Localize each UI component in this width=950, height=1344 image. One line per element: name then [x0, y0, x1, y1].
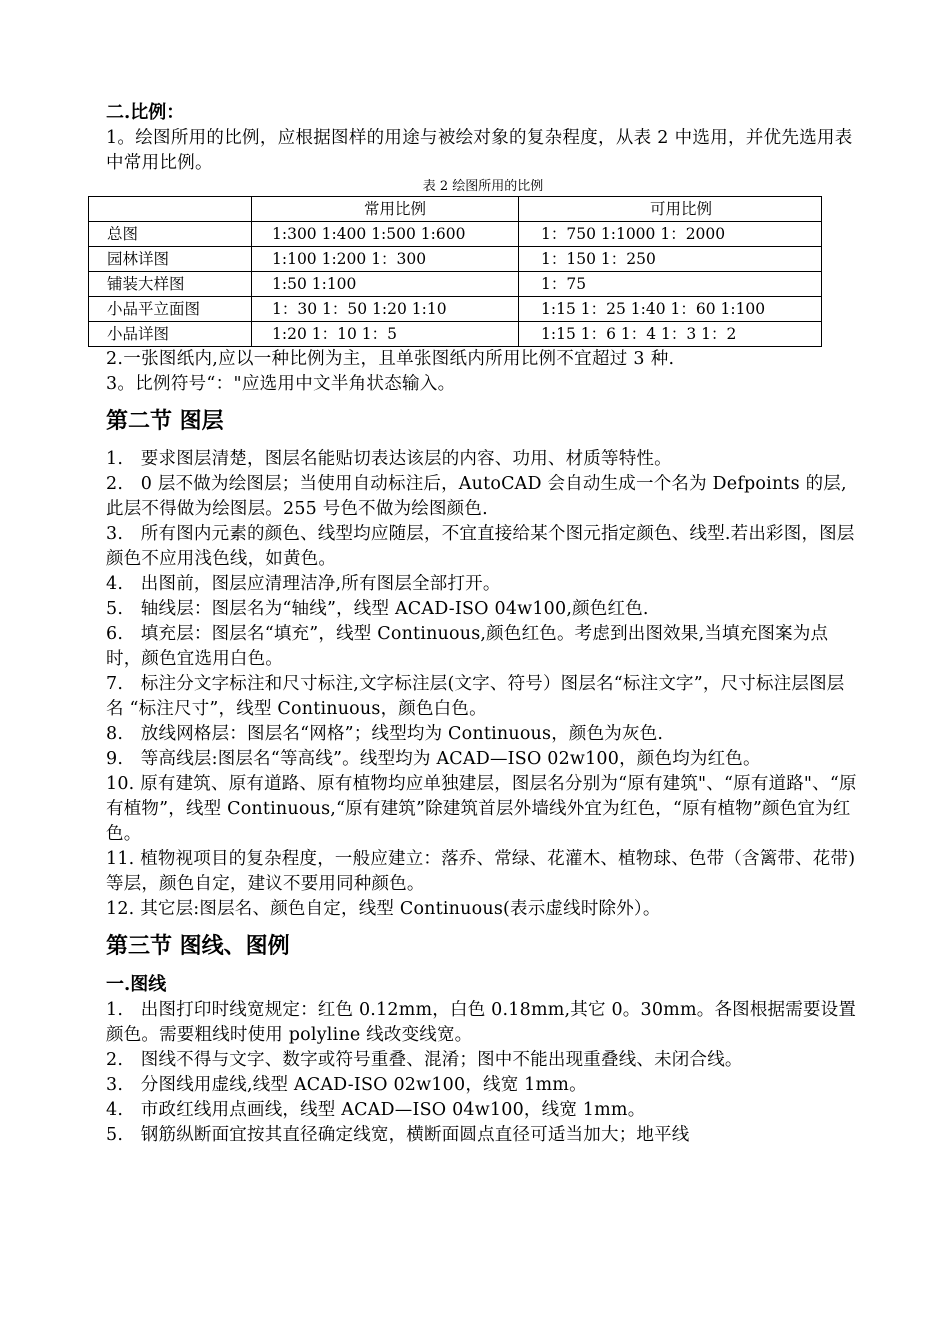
table-cell: 小品详图 [89, 322, 252, 347]
table-cell: 1:50 1:100 [252, 272, 519, 297]
table-cell: 1:300 1:400 1:500 1:600 [252, 222, 519, 247]
list-item: 3. 分图线用虚线,线型 ACAD-ISO 02w100，线宽 1mm。 [106, 1075, 587, 1095]
list-item: 8. 放线网格层：图层名“网格”；线型均为 Continuous，颜色为灰色. [106, 724, 664, 744]
list-item: 12. 其它层:图层名、颜色自定，线型 Continuous(表示虚线时除外）。 [106, 899, 661, 919]
scale-note-2: 2.一张图纸内,应以一种比例为主，且单张图纸内所用比例不宜超过 3 种. [106, 349, 675, 369]
table-cell: 1：30 1：50 1:20 1:10 [252, 297, 519, 322]
table-cell: 1:100 1:200 1：300 [252, 247, 519, 272]
scale-table [88, 196, 822, 347]
scale-note-3: 3。比例符号“："应选用中文半角状态输入。 [106, 374, 456, 394]
list-item: 2. 0 层不做为绘图层；当使用自动标注后，AutoCAD 会自动生成一个名为 Defpoints 的层,此层不得做为绘图层。255 号色不做为绘图颜色. [106, 474, 847, 519]
table-cell: 1:20 1：10 1：5 [252, 322, 519, 347]
list-item: 5. 轴线层：图层名为“轴线”，线型 ACAD-ISO 04w100,颜色红色. [106, 599, 649, 619]
table-cell: 铺装大样图 [89, 272, 252, 297]
table-cell: 园林详图 [89, 247, 252, 272]
list-item: 4. 出图前，图层应清理洁净,所有图层全部打开。 [106, 574, 501, 594]
table-row [89, 272, 822, 297]
table-header-cell: 可用比例 [519, 197, 822, 222]
scale-intro: 1。绘图所用的比例，应根据图样的用途与被绘对象的复杂程度，从表 2 中选用，并优先选用表中常用比例。 [106, 128, 853, 173]
list-item: 10. 原有建筑、原有道路、原有植物均应单独建层，图层名分别为“原有建筑"、“原有道路"、“原有植物”，线型 Continuous,“原有建筑”除建筑首层外墙线外宜为红色，“原有植物”颜色宜为红色。 [106, 774, 857, 844]
list-item: 1. 要求图层清楚，图层名能贴切表达该层的内容、功用、材质等特性。 [106, 449, 672, 469]
table-header-row [89, 197, 822, 222]
table-cell: 1：150 1：250 [519, 247, 822, 272]
table-row [89, 247, 822, 272]
table-cell: 小品平立面图 [89, 297, 252, 322]
table-row [89, 297, 822, 322]
table-cell: 1：75 [519, 272, 822, 297]
document-page [106, 100, 860, 1148]
list-item: 1. 出图打印时线宽规定：红色 0.12mm，白色 0.18mm,其它 0。30mm。各图根据需要设置颜色。需要粗线时使用 polyline 线改变线宽。 [106, 1000, 857, 1045]
list-item: 6. 填充层：图层名“填充”，线型 Continuous,颜色红色。考虑到出图效果,当填充图案为点时，颜色宜选用白色。 [106, 624, 829, 669]
list-item: 9. 等高线层:图层名“等高线”。线型均为 ACAD—ISO 02w100，颜色均为红色。 [106, 749, 761, 769]
table-cell: 1:15 1：25 1:40 1：60 1:100 [519, 297, 822, 322]
line-subtitle: 一.图线 [106, 974, 167, 995]
list-item: 4. 市政红线用点画线，线型 ACAD—ISO 04w100，线宽 1mm。 [106, 1100, 646, 1120]
table-header-cell [89, 197, 252, 222]
table-cell: 1：750 1:1000 1：2000 [519, 222, 822, 247]
table-cell: 1:15 1：6 1：4 1：3 1：2 [519, 322, 822, 347]
table-row [89, 222, 822, 247]
list-item: 2. 图线不得与文字、数字或符号重叠、混淆；图中不能出现重叠线、未闭合线。 [106, 1050, 743, 1070]
layer-section-title: 第二节 图层 [106, 408, 224, 434]
table-cell: 总图 [89, 222, 252, 247]
table-caption: 表 2 绘图所用的比例 [422, 179, 544, 194]
scale-heading: 二.比例： [106, 102, 185, 123]
table-row [89, 322, 822, 347]
table-header-cell: 常用比例 [252, 197, 519, 222]
list-item: 5. 钢筋纵断面宜按其直径确定线宽，横断面圆点直径可适当加大；地平线 [106, 1125, 690, 1145]
list-item: 3. 所有图内元素的颜色、线型均应随层，不宜直接给某个图元指定颜色、线型.若出彩图，图层颜色不应用浅色线，如黄色。 [106, 524, 855, 569]
list-item: 7. 标注分文字标注和尺寸标注,文字标注层(文字、符号）图层名“标注文字”，尺寸标注层图层名 “标注尺寸”，线型 Continuous，颜色白色。 [106, 674, 845, 719]
list-item: 11. 植物视项目的复杂程度，一般应建立：落乔、常绿、花灌木、植物球、色带（含篱带、花带)等层，颜色自定，建议不要用同种颜色。 [106, 849, 856, 894]
line-section-title: 第三节 图线、图例 [106, 933, 290, 959]
